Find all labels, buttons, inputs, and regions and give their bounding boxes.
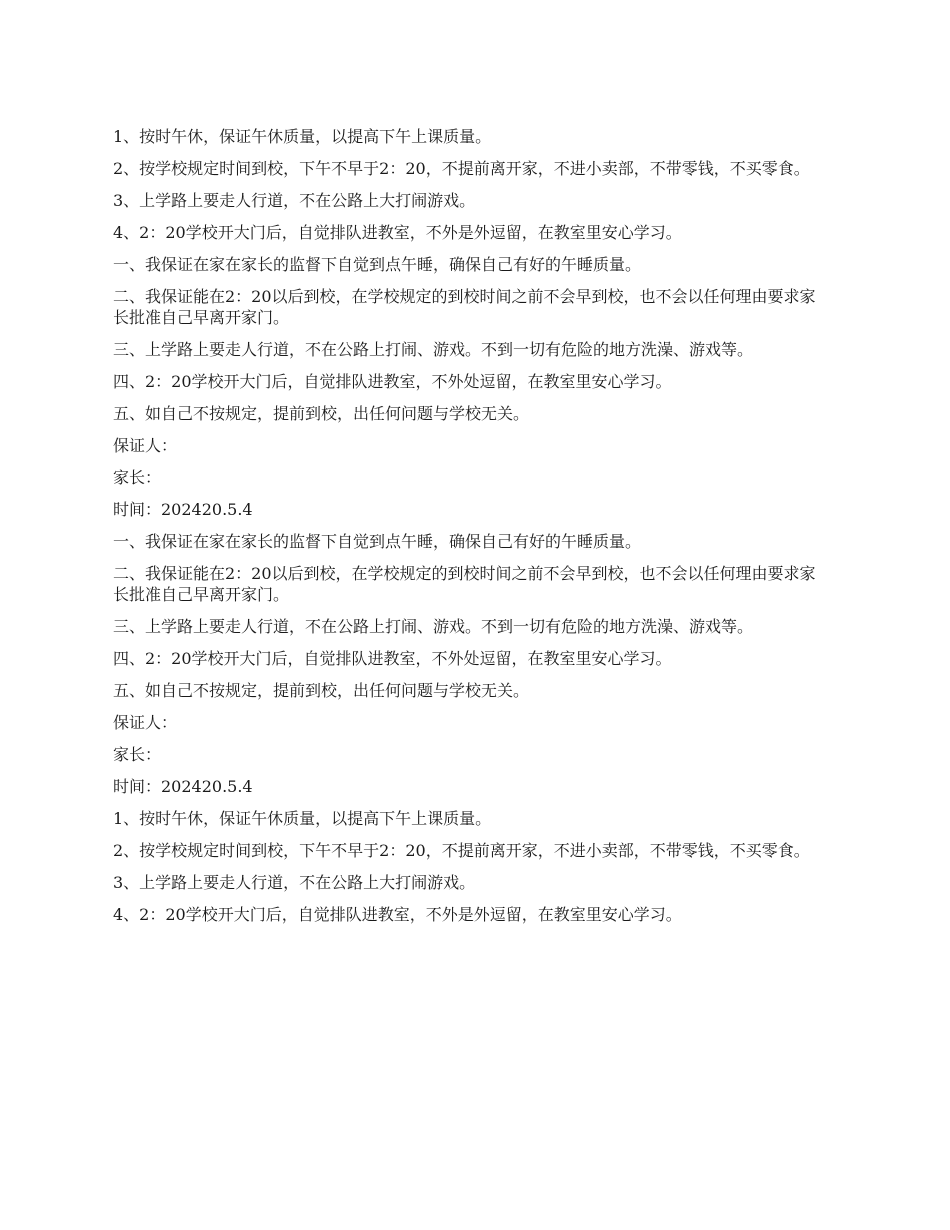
- paragraph-pledge-3: 三、上学路上要走人行道，不在公路上打闹、游戏。不到一切有危险的地方洗澡、游戏等。: [113, 340, 754, 359]
- paragraph-pledge-1: 一、我保证在家在家长的监督下自觉到点午睡，确保自己有好的午睡质量。: [113, 532, 642, 551]
- paragraph-pledge-5: 五、如自己不按规定，提前到校，出任何问题与学校无关。: [113, 681, 530, 700]
- paragraph-pledge-2: 二、我保证能在2：20以后到校，在学校规定的到校时间之前不会早到校，也不会以任何理由要求家长批准自己早离开家门。: [113, 287, 816, 327]
- paragraph-rule-3: 3、上学路上要走人行道，不在公路上大打闹游戏。: [113, 873, 476, 892]
- paragraph-pledge-1: 一、我保证在家在家长的监督下自觉到点午睡，确保自己有好的午睡质量。: [113, 255, 642, 274]
- guarantor-label: 保证人：: [113, 436, 178, 455]
- paragraph-pledge-3: 三、上学路上要走人行道，不在公路上打闹、游戏。不到一切有危险的地方洗澡、游戏等。: [113, 617, 754, 636]
- document-body: [113, 126, 825, 936]
- parent-label: 家长：: [113, 745, 162, 764]
- date-line: 时间：202420.5.4: [113, 500, 253, 519]
- paragraph-rule-2: 2、按学校规定时间到校，下午不早于2：20，不提前离开家，不进小卖部，不带零钱，不买零食。: [113, 159, 810, 178]
- paragraph-pledge-5: 五、如自己不按规定，提前到校，出任何问题与学校无关。: [113, 404, 530, 423]
- paragraph-rule-2: 2、按学校规定时间到校，下午不早于2：20，不提前离开家，不进小卖部，不带零钱，不买零食。: [113, 841, 810, 860]
- paragraph-pledge-4: 四、2：20学校开大门后，自觉排队进教室，不外处逗留，在教室里安心学习。: [113, 372, 672, 391]
- paragraph-rule-4: 4、2：20学校开大门后，自觉排队进教室，不外是外逗留，在教室里安心学习。: [113, 905, 682, 924]
- paragraph-pledge-2: 二、我保证能在2：20以后到校，在学校规定的到校时间之前不会早到校，也不会以任何理由要求家长批准自己早离开家门。: [113, 564, 816, 604]
- paragraph-rule-1: 1、按时午休，保证午休质量，以提高下午上课质量。: [113, 127, 492, 146]
- parent-label: 家长：: [113, 468, 162, 487]
- paragraph-rule-4: 4、2：20学校开大门后，自觉排队进教室，不外是外逗留，在教室里安心学习。: [113, 223, 682, 242]
- guarantor-label: 保证人：: [113, 713, 178, 732]
- date-line: 时间：202420.5.4: [113, 777, 253, 796]
- paragraph-pledge-4: 四、2：20学校开大门后，自觉排队进教室，不外处逗留，在教室里安心学习。: [113, 649, 672, 668]
- paragraph-rule-1: 1、按时午休，保证午休质量，以提高下午上课质量。: [113, 809, 492, 828]
- paragraph-rule-3: 3、上学路上要走人行道，不在公路上大打闹游戏。: [113, 191, 476, 210]
